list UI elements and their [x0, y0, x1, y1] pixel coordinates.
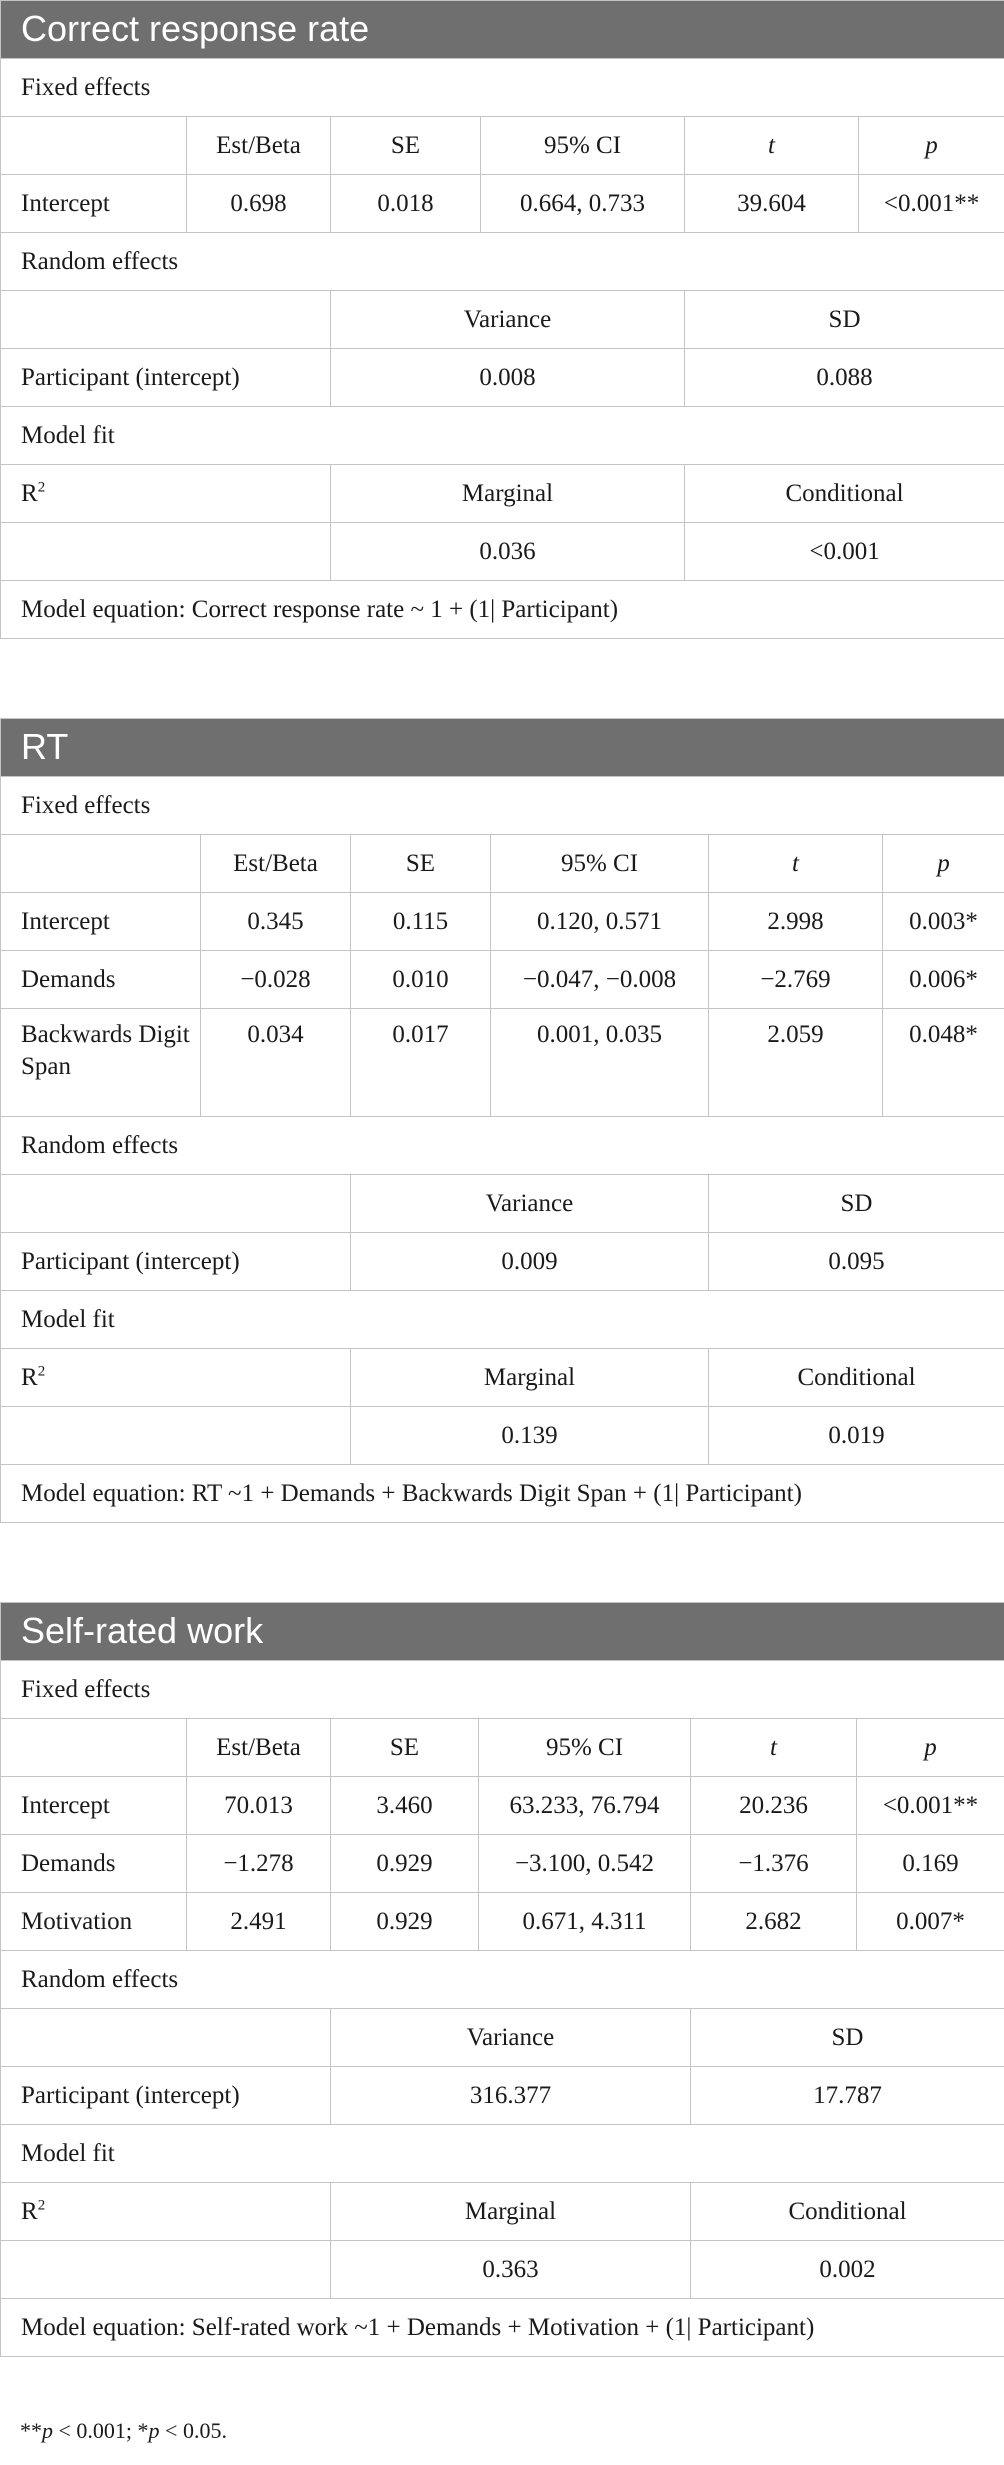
table-row [1, 175, 1004, 233]
est-cell: 0.698 [187, 175, 331, 233]
blank-cell [1, 2241, 331, 2299]
fixed-effects-header-row [1, 117, 1004, 175]
r2-label: $R^2$ [1, 2183, 331, 2241]
table-row [1, 2067, 1004, 2125]
table-row [1, 1893, 1004, 1951]
marginal-value: 0.036 [331, 523, 685, 581]
header-se: SE [331, 117, 481, 175]
p-cell: 0.006* [883, 951, 1004, 1009]
ci-cell: 0.120, 0.571 [491, 893, 709, 951]
header-p: p [883, 835, 1004, 893]
header-marginal: Marginal [331, 465, 685, 523]
row-label: Demands [1, 951, 201, 1009]
t-cell: 2.998 [709, 893, 883, 951]
header-conditional: Conditional [709, 1349, 1004, 1407]
header-marginal: Marginal [351, 1349, 709, 1407]
header-t: t [709, 835, 883, 893]
header-variance: Variance [351, 1175, 709, 1233]
header-cell-blank [1, 2009, 331, 2067]
conditional-value: 0.019 [709, 1407, 1004, 1465]
table-row [1, 1407, 1004, 1465]
model-fit-header-row [1, 465, 1004, 523]
header-sd: SD [691, 2009, 1004, 2067]
est-cell: 0.034 [201, 1009, 351, 1117]
fixed-effects-header-row [1, 1719, 1004, 1777]
header-t: t [691, 1719, 857, 1777]
header-95ci: 95% CI [481, 117, 685, 175]
header-cell-blank [1, 835, 201, 893]
table-row [1, 1233, 1004, 1291]
variance-cell: 316.377 [331, 2067, 691, 2125]
header-cell-blank [1, 291, 331, 349]
variance-cell: 0.008 [331, 349, 685, 407]
variance-cell: 0.009 [351, 1233, 709, 1291]
model-equation: Model equation: RT ~1 + Demands + Backwards Digit Span + (1| Participant) [1, 1465, 1004, 1523]
t-cell: −2.769 [709, 951, 883, 1009]
model-fit-header-row [1, 2183, 1004, 2241]
table-row [1, 1009, 1004, 1117]
results-table-correct-response-rate [0, 0, 1004, 639]
header-p: p [857, 1719, 1004, 1777]
model-fit-label: Model fit [1, 407, 1004, 465]
random-effects-header-row [1, 2009, 1004, 2067]
marginal-value: 0.363 [331, 2241, 691, 2299]
header-variance: Variance [331, 2009, 691, 2067]
row-label: Participant (intercept) [1, 2067, 331, 2125]
row-label: Demands [1, 1835, 187, 1893]
blank-cell [1, 1407, 351, 1465]
table-row [1, 349, 1004, 407]
header-marginal: Marginal [331, 2183, 691, 2241]
table-title: Self-rated work [1, 1603, 1004, 1661]
conditional-value: <0.001 [685, 523, 1004, 581]
se-cell: 0.929 [331, 1835, 479, 1893]
est-cell: 2.491 [187, 1893, 331, 1951]
table-title: Correct response rate [1, 1, 1004, 59]
sd-cell: 17.787 [691, 2067, 1004, 2125]
header-se: SE [331, 1719, 479, 1777]
est-cell: 0.345 [201, 893, 351, 951]
marginal-value: 0.139 [351, 1407, 709, 1465]
header-conditional: Conditional [685, 465, 1004, 523]
ci-cell: −0.047, −0.008 [491, 951, 709, 1009]
se-cell: 0.115 [351, 893, 491, 951]
p-cell: <0.001** [859, 175, 1004, 233]
sd-cell: 0.088 [685, 349, 1004, 407]
table-row [1, 1835, 1004, 1893]
header-t: t [685, 117, 859, 175]
header-sd: SD [685, 291, 1004, 349]
row-label: Intercept [1, 1777, 187, 1835]
r2-label: $R^2$ [1, 1349, 351, 1407]
header-95ci: 95% CI [479, 1719, 691, 1777]
results-table-self-rated-work [0, 1602, 1004, 2357]
se-cell: 0.017 [351, 1009, 491, 1117]
row-label: Participant (intercept) [1, 1233, 351, 1291]
header-se: SE [351, 835, 491, 893]
ci-cell: 63.233, 76.794 [479, 1777, 691, 1835]
fixed-effects-label: Fixed effects [1, 777, 1004, 835]
header-cell-blank [1, 117, 187, 175]
model-equation: Model equation: Correct response rate ~ 1 + (1| Participant) [1, 581, 1004, 639]
header-cell-blank [1, 1175, 351, 1233]
t-cell: 2.059 [709, 1009, 883, 1117]
model-equation: Model equation: Self-rated work ~1 + Demands + Motivation + (1| Participant) [1, 2299, 1004, 2357]
se-cell: 0.929 [331, 1893, 479, 1951]
results-table-rt [0, 718, 1004, 1523]
fixed-effects-label: Fixed effects [1, 59, 1004, 117]
row-label: Intercept [1, 175, 187, 233]
random-effects-label: Random effects [1, 1951, 1004, 2009]
header-est-beta: Est/Beta [187, 117, 331, 175]
p-cell: 0.048* [883, 1009, 1004, 1117]
ci-cell: 0.001, 0.035 [491, 1009, 709, 1117]
r2-label: $R^2$ [1, 465, 331, 523]
se-cell: 3.460 [331, 1777, 479, 1835]
est-cell: −0.028 [201, 951, 351, 1009]
header-95ci: 95% CI [491, 835, 709, 893]
blank-cell [1, 523, 331, 581]
sd-cell: 0.095 [709, 1233, 1004, 1291]
header-est-beta: Est/Beta [201, 835, 351, 893]
fixed-effects-header-row [1, 835, 1004, 893]
ci-cell: 0.671, 4.311 [479, 1893, 691, 1951]
header-p: p [859, 117, 1004, 175]
random-effects-header-row [1, 1175, 1004, 1233]
table-row [1, 893, 1004, 951]
t-cell: 20.236 [691, 1777, 857, 1835]
p-cell: 0.169 [857, 1835, 1004, 1893]
table-title: RT [1, 719, 1004, 777]
random-effects-label: Random effects [1, 233, 1004, 291]
random-effects-label: Random effects [1, 1117, 1004, 1175]
row-label: Backwards Digit Span [1, 1009, 201, 1117]
p-cell: <0.001** [857, 1777, 1004, 1835]
conditional-value: 0.002 [691, 2241, 1004, 2299]
header-est-beta: Est/Beta [187, 1719, 331, 1777]
header-variance: Variance [331, 291, 685, 349]
model-fit-label: Model fit [1, 1291, 1004, 1349]
table-row [1, 1777, 1004, 1835]
row-label: Motivation [1, 1893, 187, 1951]
t-cell: 39.604 [685, 175, 859, 233]
se-cell: 0.010 [351, 951, 491, 1009]
table-row [1, 2241, 1004, 2299]
significance-footnote: **p < 0.001; *p < 0.05. [20, 2418, 227, 2443]
t-cell: 2.682 [691, 1893, 857, 1951]
t-cell: −1.376 [691, 1835, 857, 1893]
model-fit-label: Model fit [1, 2125, 1004, 2183]
header-sd: SD [709, 1175, 1004, 1233]
ci-cell: 0.664, 0.733 [481, 175, 685, 233]
model-fit-header-row [1, 1349, 1004, 1407]
header-cell-blank [1, 1719, 187, 1777]
ci-cell: −3.100, 0.542 [479, 1835, 691, 1893]
header-conditional: Conditional [691, 2183, 1004, 2241]
est-cell: −1.278 [187, 1835, 331, 1893]
se-cell: 0.018 [331, 175, 481, 233]
row-label: Participant (intercept) [1, 349, 331, 407]
table-row [1, 951, 1004, 1009]
p-cell: 0.003* [883, 893, 1004, 951]
p-cell: 0.007* [857, 1893, 1004, 1951]
fixed-effects-label: Fixed effects [1, 1661, 1004, 1719]
row-label: Intercept [1, 893, 201, 951]
table-row [1, 523, 1004, 581]
est-cell: 70.013 [187, 1777, 331, 1835]
random-effects-header-row [1, 291, 1004, 349]
